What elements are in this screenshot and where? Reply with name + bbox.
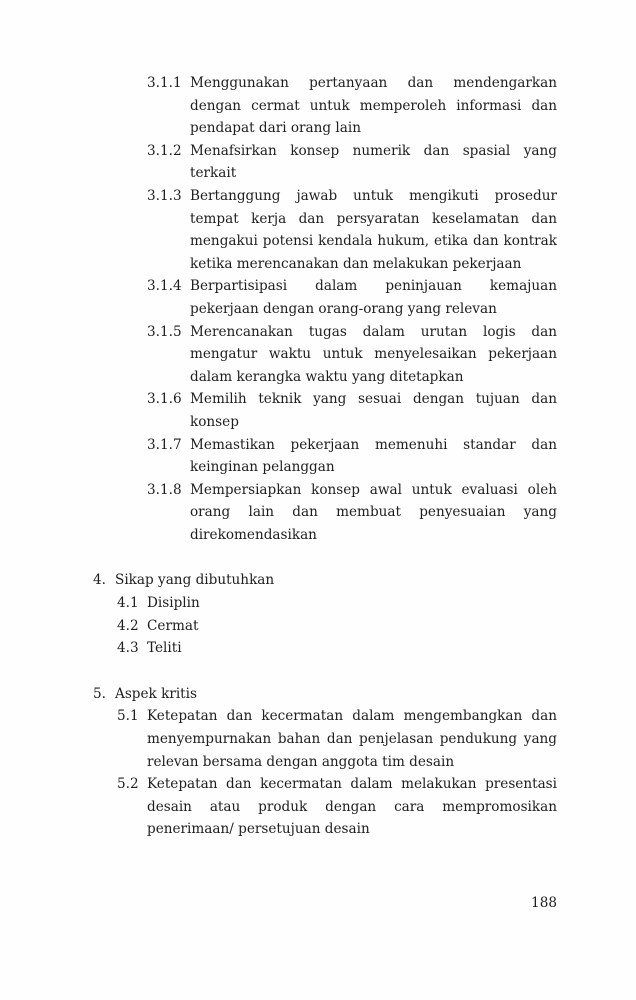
section-5-heading — [93, 683, 557, 706]
list-item-3-1-1 — [147, 72, 557, 140]
item-number: 3.1.8 — [147, 481, 182, 498]
item-number: 3.1.4 — [147, 278, 182, 295]
item-text: Berpartisipasi dalam peninjauan kemajuan pekerjaan dengan orang-orang yang relevan — [190, 278, 557, 317]
item-number: 5.2 — [117, 776, 139, 793]
item-text: Ketepatan dan kecermatan dalam mengembangkan dan menyempurnakan bahan dan penjelasan pendukung yang relevan bersama dengan anggota tim desain — [147, 708, 557, 770]
section-number: 4. — [93, 572, 106, 589]
list-item-5-1 — [117, 705, 557, 773]
item-text: Bertanggung jawab untuk mengikuti prosedur tempat kerja dan persyaratan keselamatan dan mengakui potensi kendala hukum, etika dan kontrak ketika merencanakan dan melakukan pekerjaan — [190, 187, 557, 272]
item-number: 3.1.2 — [147, 142, 182, 159]
item-text: Memilih teknik yang sesuai dengan tujuan dan konsep — [190, 391, 557, 430]
item-number: 5.1 — [117, 708, 139, 725]
list-item-4-3 — [117, 637, 557, 660]
list-item-3-1-6 — [147, 388, 557, 433]
section-4-heading — [93, 569, 557, 592]
list-item-3-1-7 — [147, 434, 557, 479]
list-item-5-2 — [117, 773, 557, 841]
item-number: 4.3 — [117, 640, 139, 657]
item-text: Memastikan pekerjaan memenuhi standar dan keinginan pelanggan — [190, 436, 557, 476]
item-text: Disiplin — [147, 595, 200, 612]
list-item-3-1-8 — [147, 479, 557, 547]
item-number: 4.1 — [117, 595, 139, 612]
page-number: 188 — [531, 895, 557, 911]
section-title: Sikap yang dibutuhkan — [115, 572, 275, 589]
list-item-4-2 — [117, 615, 557, 638]
item-number: 3.1.5 — [147, 323, 182, 340]
item-text: Ketepatan dan kecermatan dalam melakukan presentasi desain atau produk dengan cara mempromosikan penerimaan/ persetujuan desain — [147, 776, 557, 838]
list-item-4-1 — [117, 592, 557, 615]
item-number: 4.2 — [117, 617, 139, 634]
list-item-3-1-3 — [147, 185, 557, 275]
item-text: Merencanakan tugas dalam urutan logis dan mengatur waktu untuk menyelesaikan pekerjaan dalam kerangka waktu yang ditetapkan — [190, 323, 557, 385]
page-body — [93, 72, 557, 841]
section-number: 5. — [93, 685, 106, 702]
item-number: 3.1.1 — [147, 75, 182, 91]
item-number: 3.1.6 — [147, 391, 182, 408]
item-text: Cermat — [147, 617, 199, 634]
section-4 — [93, 569, 557, 659]
section-title: Aspek kritis — [115, 685, 197, 702]
list-item-3-1-2 — [147, 140, 557, 185]
section-3-1-list — [93, 72, 557, 546]
section-5 — [93, 683, 557, 841]
item-number: 3.1.7 — [147, 436, 182, 453]
item-text: Teliti — [147, 640, 182, 657]
item-number: 3.1.3 — [147, 187, 182, 204]
item-text: Menggunakan pertanyaan dan mendengarkan dengan cermat untuk memperoleh informasi dan pendapat dari orang lain — [190, 75, 557, 137]
item-text: Mempersiapkan konsep awal untuk evaluasi oleh orang lain dan membuat penyesuaian yang direkomendasikan — [190, 481, 557, 543]
item-text: Menafsirkan konsep numerik dan spasial yang terkait — [190, 142, 557, 182]
list-item-3-1-5 — [147, 321, 557, 389]
list-item-3-1-4 — [147, 275, 557, 320]
